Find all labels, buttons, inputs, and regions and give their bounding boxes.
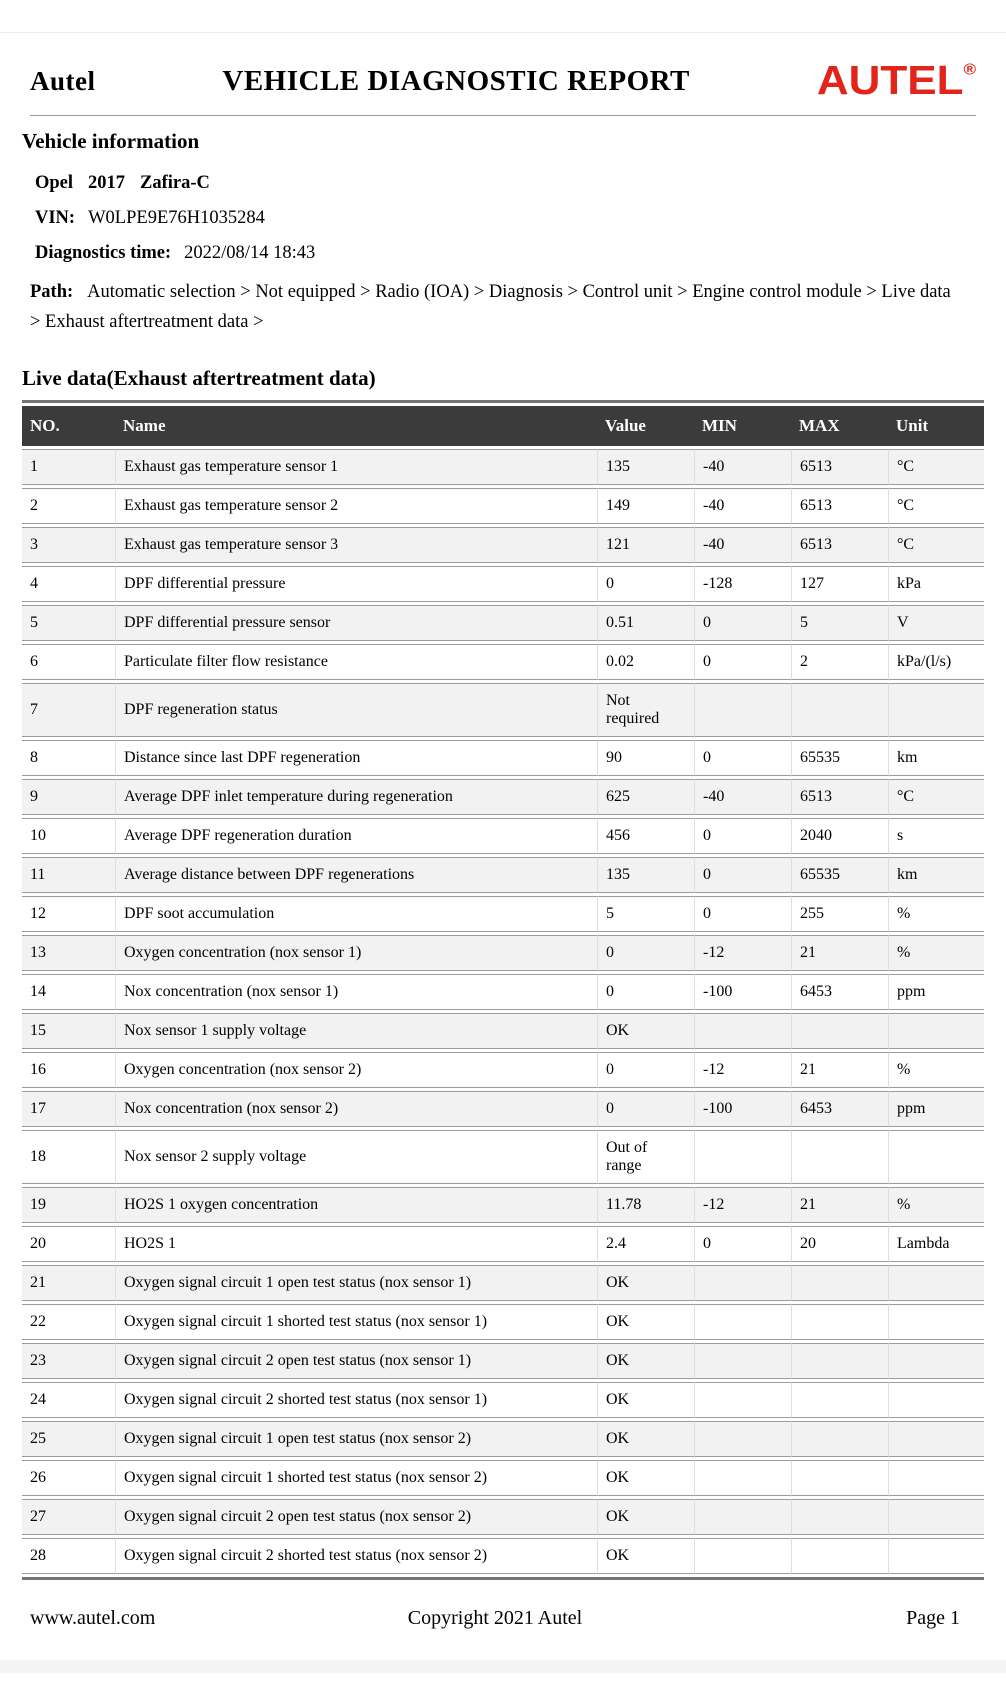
cell-value: 90 — [597, 740, 694, 776]
table-row — [22, 1421, 984, 1457]
cell-min — [694, 1382, 791, 1418]
cell-name: Average distance between DPF regenerations — [115, 857, 597, 893]
cell-no: 22 — [22, 1304, 115, 1340]
table-row — [22, 1226, 984, 1262]
cell-no: 12 — [22, 896, 115, 932]
diagnostics-time-value: 2022/08/14 18:43 — [184, 243, 316, 263]
cell-value: OK — [597, 1499, 694, 1535]
cell-min — [694, 1460, 791, 1496]
cell-unit: % — [888, 896, 984, 932]
cell-no: 7 — [22, 683, 115, 737]
cell-value: OK — [597, 1013, 694, 1049]
cell-no: 25 — [22, 1421, 115, 1457]
cell-unit — [888, 1265, 984, 1301]
cell-name: Oxygen signal circuit 1 open test status (nox sensor 1) — [115, 1265, 597, 1301]
live-data-table — [22, 400, 984, 1580]
cell-max: 5 — [791, 605, 888, 641]
cell-name: Nox sensor 1 supply voltage — [115, 1013, 597, 1049]
cell-min: -40 — [694, 527, 791, 563]
cell-max: 21 — [791, 1052, 888, 1088]
cell-value: OK — [597, 1265, 694, 1301]
cell-min: -100 — [694, 974, 791, 1010]
cell-max: 127 — [791, 566, 888, 602]
cell-no: 10 — [22, 818, 115, 854]
diagnostics-time-label: Diagnostics time: — [35, 243, 172, 263]
cell-value: OK — [597, 1460, 694, 1496]
cell-unit — [888, 1382, 984, 1418]
cell-value: 0 — [597, 1091, 694, 1127]
table-row — [22, 1538, 984, 1574]
cell-max: 2 — [791, 644, 888, 680]
table-row — [22, 935, 984, 971]
cell-no: 28 — [22, 1538, 115, 1574]
header-divider — [30, 115, 976, 116]
cell-name: Oxygen concentration (nox sensor 2) — [115, 1052, 597, 1088]
cell-no: 27 — [22, 1499, 115, 1535]
cell-no: 3 — [22, 527, 115, 563]
cell-min — [694, 1421, 791, 1457]
cell-value: 0 — [597, 974, 694, 1010]
cell-min — [694, 1538, 791, 1574]
cell-value: Not required — [597, 683, 694, 737]
cell-no: 18 — [22, 1130, 115, 1184]
vehicle-year: 2017 — [88, 173, 126, 193]
cell-unit — [888, 1013, 984, 1049]
report-footer — [22, 1607, 984, 1630]
table-row — [22, 857, 984, 893]
table-row — [22, 488, 984, 524]
cell-value: 0.02 — [597, 644, 694, 680]
table-row — [22, 1265, 984, 1301]
cell-unit — [888, 1538, 984, 1574]
cell-name: Oxygen concentration (nox sensor 1) — [115, 935, 597, 971]
cell-name: Exhaust gas temperature sensor 3 — [115, 527, 597, 563]
cell-unit — [888, 1343, 984, 1379]
autel-logo — [816, 58, 976, 104]
cell-max — [791, 1499, 888, 1535]
cell-unit — [888, 1421, 984, 1457]
report-page — [0, 33, 1006, 1630]
table-row — [22, 1343, 984, 1379]
page-number: Page 1 — [906, 1607, 960, 1629]
cell-min: -40 — [694, 449, 791, 485]
cell-unit: °C — [888, 449, 984, 485]
cell-no: 21 — [22, 1265, 115, 1301]
cell-name: Nox concentration (nox sensor 1) — [115, 974, 597, 1010]
cell-max: 6513 — [791, 488, 888, 524]
table-row — [22, 896, 984, 932]
cell-min: -100 — [694, 1091, 791, 1127]
cell-no: 1 — [22, 449, 115, 485]
cell-unit: kPa — [888, 566, 984, 602]
cell-min: 0 — [694, 644, 791, 680]
app-name: Autel — [30, 65, 96, 96]
vin-line — [35, 208, 984, 229]
table-row — [22, 527, 984, 563]
cell-no: 2 — [22, 488, 115, 524]
column-header-unit: Unit — [888, 406, 984, 446]
cell-min: 0 — [694, 605, 791, 641]
cell-no: 15 — [22, 1013, 115, 1049]
cell-max: 6513 — [791, 527, 888, 563]
cell-unit: s — [888, 818, 984, 854]
cell-value: 11.78 — [597, 1187, 694, 1223]
cell-no: 19 — [22, 1187, 115, 1223]
cell-name: Oxygen signal circuit 2 open test status (nox sensor 1) — [115, 1343, 597, 1379]
cell-max — [791, 683, 888, 737]
cell-value: OK — [597, 1343, 694, 1379]
cell-name: Average DPF inlet temperature during regeneration — [115, 779, 597, 815]
cell-name: DPF differential pressure sensor — [115, 605, 597, 641]
vin-value: W0LPE9E76H1035284 — [88, 208, 265, 228]
registered-trademark-icon: ® — [963, 60, 976, 79]
cell-max: 255 — [791, 896, 888, 932]
live-data-header — [22, 406, 984, 446]
table-row — [22, 566, 984, 602]
cell-min: 0 — [694, 740, 791, 776]
cell-name: Oxygen signal circuit 1 shorted test status (nox sensor 1) — [115, 1304, 597, 1340]
table-row — [22, 740, 984, 776]
cell-max: 6513 — [791, 779, 888, 815]
website-link[interactable]: www.autel.com — [30, 1607, 156, 1629]
cell-max — [791, 1343, 888, 1379]
cell-min: -40 — [694, 779, 791, 815]
cell-name: DPF regeneration status — [115, 683, 597, 737]
table-row — [22, 644, 984, 680]
table-row — [22, 974, 984, 1010]
cell-value: 5 — [597, 896, 694, 932]
vehicle-model-line — [35, 173, 984, 194]
cell-value: OK — [597, 1382, 694, 1418]
cell-name: Oxygen signal circuit 1 open test status (nox sensor 2) — [115, 1421, 597, 1457]
cell-no: 20 — [22, 1226, 115, 1262]
cell-unit: % — [888, 935, 984, 971]
cell-value: 0 — [597, 566, 694, 602]
cell-no: 11 — [22, 857, 115, 893]
table-row — [22, 1460, 984, 1496]
cell-name: DPF soot accumulation — [115, 896, 597, 932]
cell-max: 6453 — [791, 1091, 888, 1127]
path-label: Path: — [30, 282, 74, 302]
cell-max — [791, 1304, 888, 1340]
cell-max: 65535 — [791, 740, 888, 776]
cell-max — [791, 1538, 888, 1574]
cell-value: 0.51 — [597, 605, 694, 641]
table-row — [22, 1382, 984, 1418]
cell-min — [694, 1013, 791, 1049]
column-header-value: Value — [597, 406, 694, 446]
header-row — [22, 406, 984, 446]
vehicle-make: Opel — [35, 173, 74, 193]
cell-unit — [888, 1460, 984, 1496]
vehicle-model: Zafira-C — [140, 173, 210, 193]
cell-value: 121 — [597, 527, 694, 563]
cell-value: 149 — [597, 488, 694, 524]
cell-min: -12 — [694, 935, 791, 971]
cell-unit: °C — [888, 779, 984, 815]
cell-unit: ppm — [888, 974, 984, 1010]
cell-name: Particulate filter flow resistance — [115, 644, 597, 680]
table-row — [22, 1130, 984, 1184]
cell-max: 2040 — [791, 818, 888, 854]
table-row — [22, 1052, 984, 1088]
table-row — [22, 449, 984, 485]
cell-max — [791, 1421, 888, 1457]
cell-name: Nox sensor 2 supply voltage — [115, 1130, 597, 1184]
cell-no: 13 — [22, 935, 115, 971]
cell-max: 21 — [791, 935, 888, 971]
cell-max — [791, 1265, 888, 1301]
viewport-bottom-band — [0, 1660, 1006, 1673]
autel-logo-text: AUTEL — [816, 58, 964, 104]
cell-min: 0 — [694, 818, 791, 854]
cell-min: -12 — [694, 1052, 791, 1088]
cell-max: 65535 — [791, 857, 888, 893]
cell-unit: kPa/(l/s) — [888, 644, 984, 680]
cell-unit: °C — [888, 527, 984, 563]
table-row — [22, 1187, 984, 1223]
cell-min — [694, 683, 791, 737]
cell-name: HO2S 1 — [115, 1226, 597, 1262]
cell-min — [694, 1265, 791, 1301]
cell-unit — [888, 1130, 984, 1184]
cell-value: 0 — [597, 935, 694, 971]
viewport-top-strip — [0, 0, 1006, 33]
table-row — [22, 779, 984, 815]
cell-unit — [888, 1304, 984, 1340]
cell-no: 23 — [22, 1343, 115, 1379]
cell-no: 9 — [22, 779, 115, 815]
table-row — [22, 683, 984, 737]
table-row — [22, 1013, 984, 1049]
report-header — [22, 33, 984, 103]
cell-no: 5 — [22, 605, 115, 641]
cell-unit — [888, 1499, 984, 1535]
diagnostics-time-line — [35, 243, 984, 264]
path-line — [30, 277, 964, 337]
cell-max: 20 — [791, 1226, 888, 1262]
cell-name: Oxygen signal circuit 2 open test status (nox sensor 2) — [115, 1499, 597, 1535]
cell-name: Oxygen signal circuit 2 shorted test status (nox sensor 2) — [115, 1538, 597, 1574]
cell-no: 26 — [22, 1460, 115, 1496]
cell-unit: °C — [888, 488, 984, 524]
cell-unit: km — [888, 740, 984, 776]
table-row — [22, 1304, 984, 1340]
path-value: Automatic selection > Not equipped > Radio (IOA) > Diagnosis > Control unit > Engine control module > Live data > Exhaust aftertreatment data > — [30, 282, 951, 332]
vin-label: VIN: — [35, 208, 76, 228]
cell-no: 16 — [22, 1052, 115, 1088]
cell-min: 0 — [694, 1226, 791, 1262]
cell-name: Average DPF regeneration duration — [115, 818, 597, 854]
cell-min — [694, 1499, 791, 1535]
cell-max: 6453 — [791, 974, 888, 1010]
cell-max — [791, 1013, 888, 1049]
live-data-title: Live data(Exhaust aftertreatment data) — [22, 366, 376, 390]
cell-unit: % — [888, 1187, 984, 1223]
cell-name: Exhaust gas temperature sensor 1 — [115, 449, 597, 485]
cell-unit: % — [888, 1052, 984, 1088]
cell-no: 6 — [22, 644, 115, 680]
cell-max: 21 — [791, 1187, 888, 1223]
cell-name: DPF differential pressure — [115, 566, 597, 602]
table-row — [22, 1499, 984, 1535]
cell-min: 0 — [694, 857, 791, 893]
table-row — [22, 605, 984, 641]
cell-name: Oxygen signal circuit 1 shorted test status (nox sensor 2) — [115, 1460, 597, 1496]
vehicle-info-title: Vehicle information — [22, 129, 200, 153]
cell-value: Out of range — [597, 1130, 694, 1184]
cell-value: 0 — [597, 1052, 694, 1088]
cell-min — [694, 1130, 791, 1184]
cell-value: 135 — [597, 857, 694, 893]
cell-name: Nox concentration (nox sensor 2) — [115, 1091, 597, 1127]
cell-max — [791, 1460, 888, 1496]
cell-value: 625 — [597, 779, 694, 815]
cell-value: OK — [597, 1304, 694, 1340]
cell-max — [791, 1130, 888, 1184]
cell-unit: km — [888, 857, 984, 893]
cell-unit: Lambda — [888, 1226, 984, 1262]
cell-no: 14 — [22, 974, 115, 1010]
copyright-text: Copyright 2021 Autel — [407, 1607, 583, 1629]
cell-no: 24 — [22, 1382, 115, 1418]
cell-name: Exhaust gas temperature sensor 2 — [115, 488, 597, 524]
cell-min: -128 — [694, 566, 791, 602]
cell-no: 8 — [22, 740, 115, 776]
column-header-name: Name — [115, 406, 597, 446]
cell-value: OK — [597, 1538, 694, 1574]
cell-name: HO2S 1 oxygen concentration — [115, 1187, 597, 1223]
cell-unit: ppm — [888, 1091, 984, 1127]
cell-unit: V — [888, 605, 984, 641]
column-header-min: MIN — [694, 406, 791, 446]
viewport-bottom-edge — [0, 1673, 1006, 1681]
table-row — [22, 1091, 984, 1127]
live-data-body — [22, 449, 984, 1574]
cell-min — [694, 1343, 791, 1379]
table-row — [22, 818, 984, 854]
cell-min: 0 — [694, 896, 791, 932]
cell-min: -40 — [694, 488, 791, 524]
column-header-max: MAX — [791, 406, 888, 446]
cell-min: -12 — [694, 1187, 791, 1223]
cell-no: 4 — [22, 566, 115, 602]
cell-value: 2.4 — [597, 1226, 694, 1262]
cell-value: OK — [597, 1421, 694, 1457]
cell-no: 17 — [22, 1091, 115, 1127]
cell-max — [791, 1382, 888, 1418]
cell-name: Oxygen signal circuit 2 shorted test status (nox sensor 1) — [115, 1382, 597, 1418]
column-header-no: NO. — [22, 406, 115, 446]
cell-value: 456 — [597, 818, 694, 854]
cell-unit — [888, 683, 984, 737]
cell-value: 135 — [597, 449, 694, 485]
cell-min — [694, 1304, 791, 1340]
report-title: VEHICLE DIAGNOSTIC REPORT — [222, 64, 690, 97]
cell-name: Distance since last DPF regeneration — [115, 740, 597, 776]
cell-max: 6513 — [791, 449, 888, 485]
